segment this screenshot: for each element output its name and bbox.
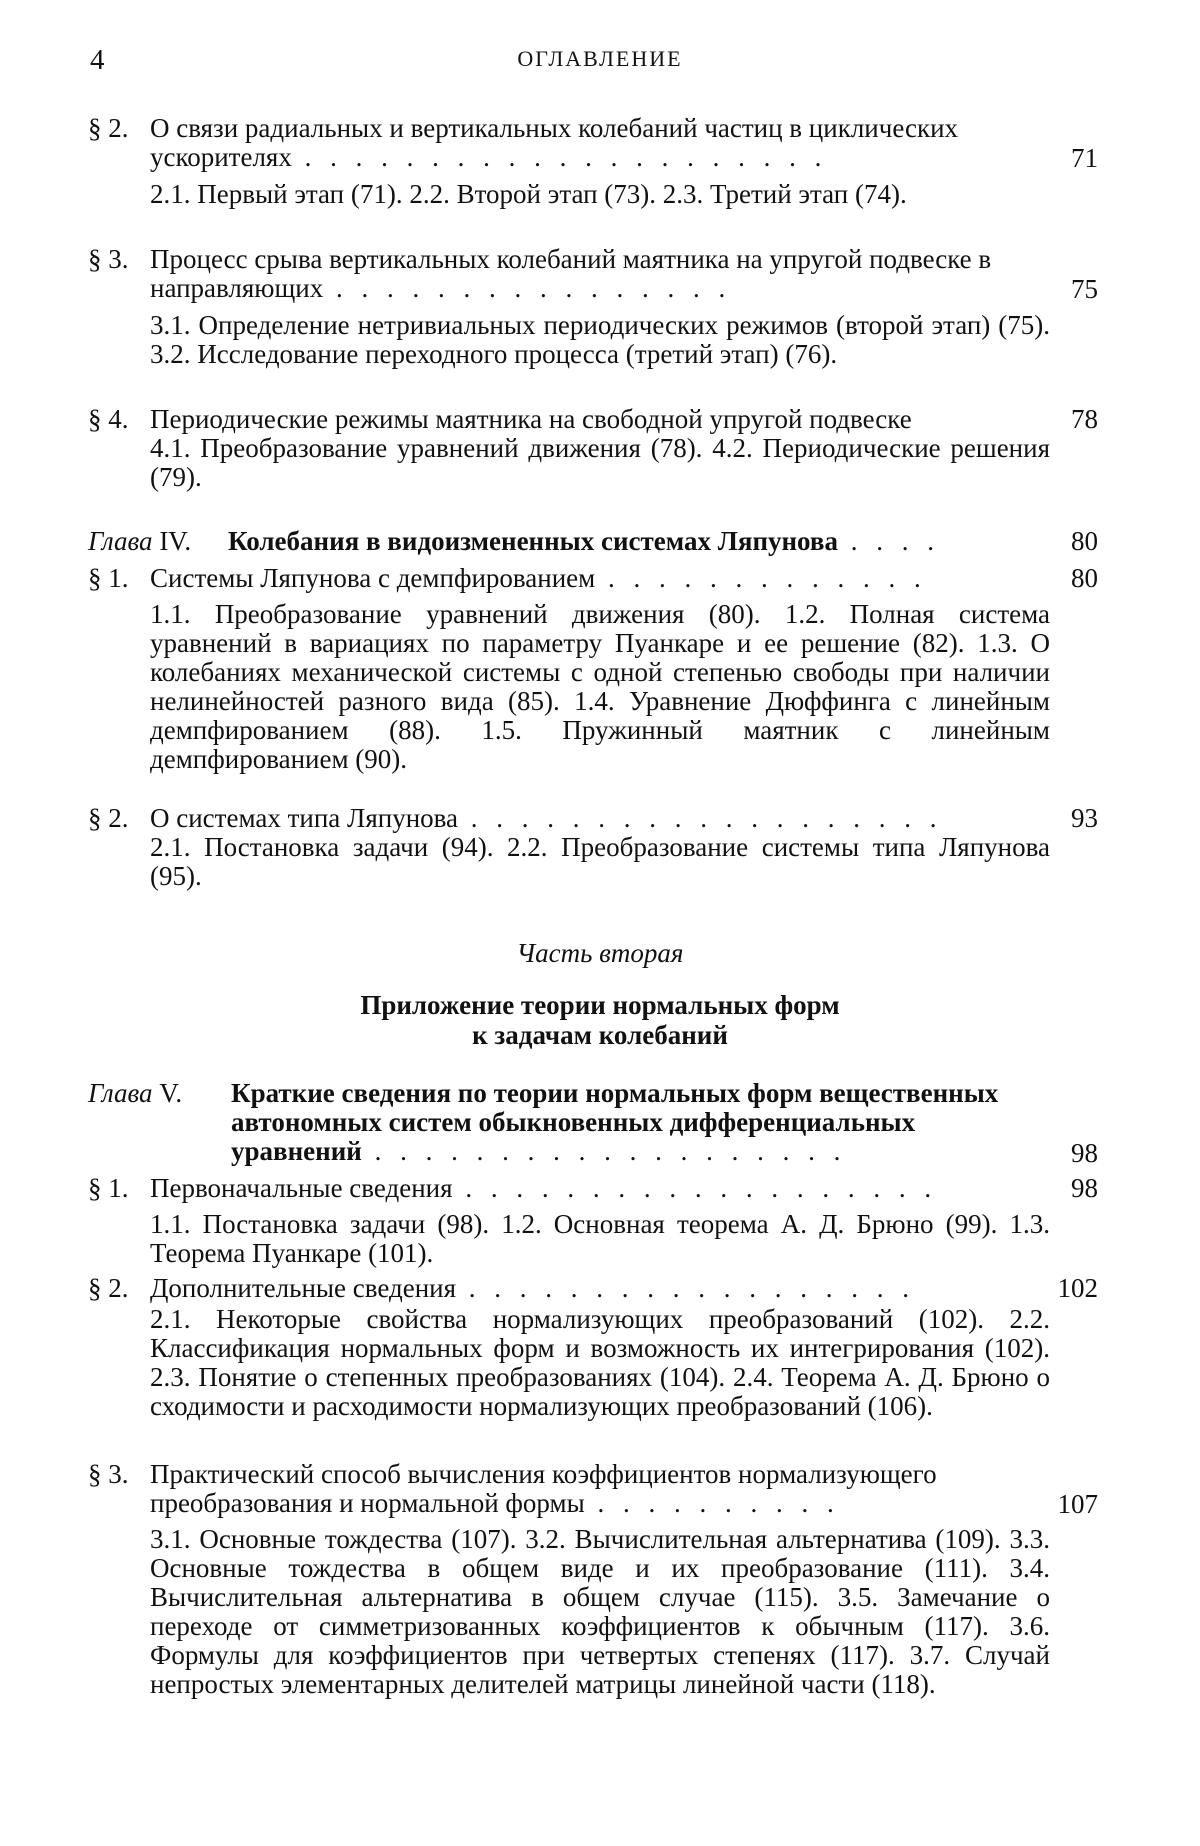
- section-mark: § 2.: [88, 804, 129, 833]
- section-title: О связи радиальных и вертикальных колебаний частиц в циклических ускорителях: [150, 113, 958, 172]
- subsection-list: 3.1. Основные тождества (107). 3.2. Вычислительная альтернатива (109). 3.3. Основные тождества в общем виде и их преобразование (111). 3.4. Вычислительная альтернатива в общем случае (115). 3.5. Замечание о переходе от симметризованных коэффициентов к обычным (117). 3.6. Формулы для коэффициентов при четвертых степенях (117). 3.7. Случай непростых элементарных делителей матрицы линейной части (118).: [150, 1525, 1050, 1699]
- page-ref: 80: [1008, 527, 1098, 556]
- toc-chapter-v[interactable]: Глава V. Краткие сведения по теории нормальных форм вещественных автономных систем обыкновенных дифференциальных уравнений . . . . . . . . . . . . . . . . . . . 98: [88, 1079, 1098, 1169]
- subsection-list: 2.1. Некоторые свойства нормализующих преобразований (102). 2.2. Классификация нормальных форм и возможность их интегрирования (102). 2.3. Понятие о степенных преобразованиях (104). 2.4. Теорема А. Д. Брюно о сходимости и расходимости нормализующих преобразований (106).: [150, 1305, 1050, 1421]
- subsection-list: 2.1. Постановка задачи (94). 2.2. Преобразование системы типа Ляпунова (95).: [150, 833, 1050, 891]
- toc-entry-s3c[interactable]: § 3. Практический способ вычисления коэффициентов нормализующего преобразования и нормальной формы . . . . . . . . . . 107: [88, 1460, 1098, 1520]
- chapter-number: V.: [159, 1078, 182, 1108]
- section-mark: § 3.: [88, 245, 129, 274]
- book-page: [0, 0, 1200, 1846]
- section-mark: § 3.: [88, 1460, 129, 1489]
- section-mark: § 2.: [88, 114, 129, 143]
- toc-entry-s4a[interactable]: [88, 405, 1098, 435]
- toc-entry-s3a[interactable]: § 3. Процесс срыва вертикальных колебаний маятника на упругой подвеске в направляющих . . . . . . . . . . . . . . . . 75: [88, 245, 1098, 305]
- part-title-line2: к задачам колебаний: [0, 1020, 1200, 1050]
- toc-entry-s2a[interactable]: § 2. О связи радиальных и вертикальных колебаний частиц в циклических ускорителях . . . . . . . . . . . . . . . . . . . . . 71: [88, 114, 1098, 174]
- page-ref: 80: [1008, 564, 1098, 593]
- page-ref: 107: [1008, 1490, 1098, 1519]
- chapter-title: Колебания в видоизмененных системах Ляпунова: [228, 526, 838, 556]
- subsection-list: 1.1. Преобразование уравнений движения (80). 1.2. Полная система уравнений в вариациях по параметру Пуанкаре и ее решение (82). 1.3. О колебаниях механической системы с одной степенью свободы при наличии нелинейностей разного вида (85). 1.4. Уравнение Дюффинга с линейным демпфированием (88). 1.5. Пружинный маятник с линейным демпфированием (90).: [150, 600, 1050, 774]
- part-label: Часть вторая: [0, 938, 1200, 969]
- section-title: Процесс срыва вертикальных колебаний маятника на упругой подвеске в направляющих: [150, 244, 991, 303]
- section-title: О системах типа Ляпунова: [150, 803, 458, 833]
- chapter-title: Краткие сведения по теории нормальных форм вещественных автономных систем обыкновенных дифференциальных уравнений: [231, 1078, 998, 1166]
- section-title: Практический способ вычисления коэффициентов нормализующего преобразования и нормальной формы: [150, 1459, 937, 1518]
- subsection-list: 1.1. Постановка задачи (98). 1.2. Основная теорема А. Д. Брюно (99). 1.3. Теорема Пуанкаре (101).: [150, 1210, 1050, 1268]
- page-ref: 98: [1008, 1139, 1098, 1168]
- page-ref: 93: [1008, 804, 1098, 833]
- section-title: Первоначальные сведения: [150, 1173, 453, 1203]
- subsection-list: 4.1. Преобразование уравнений движения (78). 4.2. Периодические решения (79).: [150, 434, 1050, 492]
- toc-entry-s2b[interactable]: § 2. О системах типа Ляпунова . . . . . . . . . . . . . . . . . . . 93: [88, 804, 1098, 834]
- toc-chapter-iv[interactable]: Глава IV. Колебания в видоизмененных системах Ляпунова . . . . 80: [88, 527, 1098, 557]
- chapter-label: Глава: [88, 1078, 153, 1108]
- page-number: 4: [90, 44, 105, 77]
- section-title: Системы Ляпунова с демпфированием: [150, 563, 595, 593]
- section-mark: § 1.: [88, 564, 129, 593]
- part-title-line1: Приложение теории нормальных форм: [0, 990, 1200, 1020]
- toc-entry-s1c[interactable]: § 1. Первоначальные сведения . . . . . . . . . . . . . . . . . . . 98: [88, 1174, 1098, 1204]
- section-mark: § 2.: [88, 1274, 129, 1303]
- chapter-number: IV.: [159, 526, 191, 556]
- section-title: Дополнительные сведения: [150, 1273, 456, 1303]
- page-ref: 102: [1008, 1274, 1098, 1303]
- section-mark: § 1.: [88, 1174, 129, 1203]
- page-ref: 71: [1008, 144, 1098, 173]
- running-header: ОГЛАВЛЕНИЕ: [0, 46, 1200, 72]
- subsection-list: 2.1. Первый этап (71). 2.2. Второй этап (73). 2.3. Третий этап (74).: [150, 180, 1050, 209]
- chapter-label: Глава: [88, 526, 153, 556]
- section-mark: § 4.: [88, 405, 129, 434]
- page-ref: 78: [1008, 405, 1098, 434]
- subsection-list: 3.1. Определение нетривиальных периодических режимов (второй этап) (75). 3.2. Исследование переходного процесса (третий этап) (76).: [150, 311, 1050, 369]
- toc-entry-s1b[interactable]: § 1. Системы Ляпунова с демпфированием . . . . . . . . . . . . . 80: [88, 564, 1098, 594]
- toc-entry-s2c[interactable]: § 2. Дополнительные сведения . . . . . . . . . . . . . . . . . . 102: [88, 1274, 1098, 1304]
- page-ref: 75: [1008, 275, 1098, 304]
- page-ref: 98: [1008, 1174, 1098, 1203]
- section-title: Периодические режимы маятника на свободной упругой подвеске: [150, 404, 912, 434]
